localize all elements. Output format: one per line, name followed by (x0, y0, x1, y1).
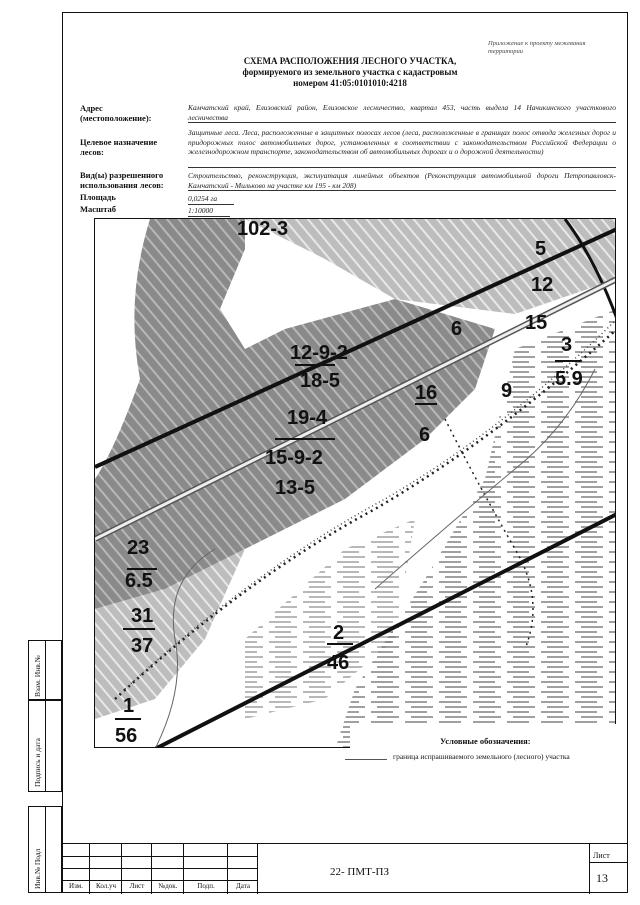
address-label (80, 103, 151, 123)
side-label-inv: Инв.№ Подл (33, 848, 42, 889)
forest-map (94, 218, 616, 748)
use-underline (188, 190, 616, 191)
document-code: 22- ПМТ-ПЗ (330, 866, 389, 878)
side-divider (45, 641, 46, 699)
side-box-inv (28, 806, 62, 893)
area-value: 0,0254 га (188, 194, 218, 203)
side-box-replace (28, 640, 62, 700)
purpose-label (80, 137, 157, 157)
stand-label: 102-3 (237, 219, 289, 240)
stand-label: 12 (531, 274, 554, 296)
stand-label: 1 (123, 695, 135, 717)
use-label-1: Вид(ы) разрешенного (80, 170, 164, 180)
stand-label: 5 (535, 238, 547, 260)
stand-label: 15 (525, 312, 548, 334)
title-line-1: СХЕМА РАСПОЛОЖЕНИЯ ЛЕСНОГО УЧАСТКА, (243, 56, 457, 66)
sheet-number: 13 (596, 871, 608, 885)
stand-label: 19-4 (287, 407, 328, 429)
document-title (200, 56, 500, 89)
use-label-2: использования лесов: (80, 180, 164, 190)
area-underline (188, 204, 234, 205)
area-label: Площадь (80, 192, 116, 202)
stamp-kol: Кол.уч (96, 882, 116, 890)
use-value: Строительство, реконструкция, эксплуатация линейных объектов (Реконструкция автомобильной дороги Петропавловск-Камчатский - Мильково на участке км 195 - км 208) (188, 171, 616, 190)
purpose-label-2: лесов: (80, 147, 104, 157)
stand-label: 2 (333, 622, 345, 644)
side-divider (45, 701, 46, 791)
use-label (80, 170, 164, 190)
stamp-list: Лист (129, 882, 145, 890)
legend-title: Условные обозначения: (440, 736, 531, 746)
scale-label: Масштаб (80, 204, 117, 214)
stand-label: 15-9-2 (265, 447, 323, 469)
legend-boundary-line (345, 759, 387, 760)
scale-value: 1:10000 (188, 206, 213, 215)
stand-label: 6 (451, 318, 463, 340)
stamp-data: Дата (236, 882, 250, 890)
stamp-col (258, 844, 590, 894)
side-box-sign (28, 700, 62, 792)
stand-label: 18-5 (300, 370, 341, 392)
stand-label: 12-9-2 (290, 342, 348, 364)
stamp-row-line (590, 862, 628, 863)
stand-label: 16 (415, 382, 438, 404)
scale-underline (188, 216, 230, 217)
title-line-2: формируемого из земельного участка с кадастровым (242, 67, 458, 77)
stand-label: 46 (327, 652, 350, 674)
purpose-underline (188, 167, 616, 168)
stand-label: 5.9 (555, 368, 583, 390)
side-label-sign: Подпись и дата (33, 738, 42, 787)
map-svg (95, 219, 616, 748)
stand-label: 13-5 (275, 477, 316, 499)
stand-label: 9 (501, 380, 513, 402)
stand-label: 6 (419, 424, 431, 446)
stand-label: 6.5 (125, 570, 153, 592)
stamp-izm: Изм. (69, 882, 83, 890)
stamp-ndok: №док. (158, 882, 178, 890)
side-label-replace: Взам. Инв.№ (33, 655, 42, 697)
appendix-note: Приложение к проекту межевания территории (488, 40, 586, 55)
stand-label: 37 (131, 635, 154, 657)
purpose-label-1: Целевое назначение (80, 137, 158, 147)
address-value: Камчатский край, Елизовский район, Елизовское лесничество, квартал 453, часть выдела 14 Начикинского участкового лесничества (188, 103, 616, 122)
stand-label: 3 (561, 334, 573, 356)
address-label-1: Адрес (80, 103, 103, 113)
purpose-value: Защитные леса. Леса, расположенные в защитных полосах лесов (леса, расположенные в границах полос отвода железных дорог и придорожных полос автомобильных дорог, установленных в соответствии с законодательством Российской Федерации о железнодорожном транспорте, законодательством об автомобильных дорогах и о дорожной деятельности) (188, 128, 616, 156)
address-underline (188, 122, 616, 123)
legend-item: граница испрашиваемого земельного (лесного) участка (393, 752, 570, 761)
sheet-label: Лист (593, 851, 610, 860)
stamp-podp: Подп. (197, 882, 215, 890)
stand-label: 31 (131, 605, 154, 627)
stand-label: 23 (127, 537, 150, 559)
address-label-2: (местоположение): (80, 113, 152, 123)
side-divider (45, 807, 46, 892)
stand-label: 56 (115, 725, 138, 747)
title-line-3: номером 41:05:0101010:4218 (293, 78, 407, 88)
